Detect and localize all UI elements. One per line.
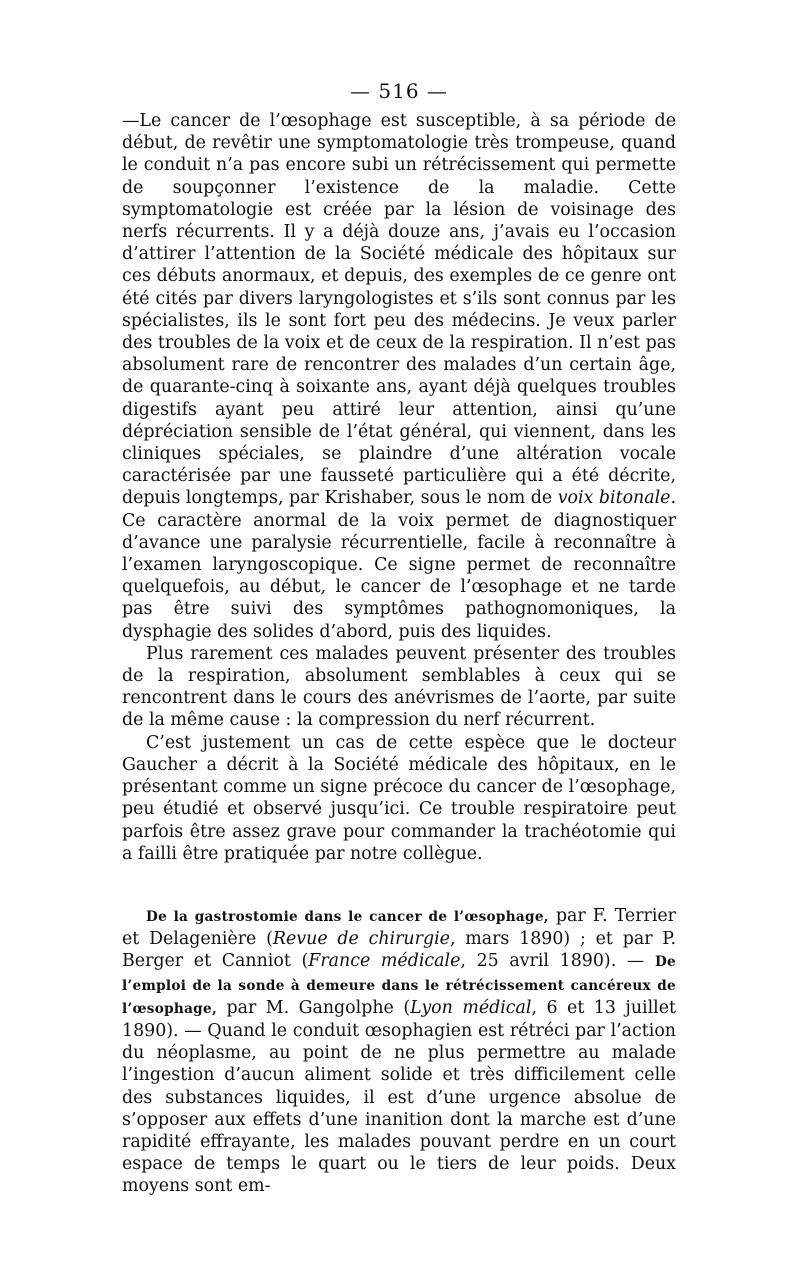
paragraph-text-end: . Ce caractère anormal de la voix permet de diagnostiquer d’avance une paralysie récurrentielle, facile à reconnaître à l’examen laryngoscopique. Ce signe permet de reconnaître quelquefois, au début, le cancer de l’œsophage et ne tarde pas être suivi des symptômes pathognomoniques, la dysphagie des solides d’abord, puis des liquides. [122, 488, 676, 642]
journal-name: Lyon médical [410, 997, 532, 1018]
citation-text: , mars 1890) ; et par P. Berger et Canniot ( [122, 929, 677, 972]
citation-text: par M. Gangolphe ( [216, 997, 411, 1018]
journal-name: Revue de chirurgie [272, 929, 450, 950]
citation-text: par F. Terrier et Delagenière ( [122, 905, 676, 950]
paragraph-gaucher-case: C’est justement un cas de cette espèce que le docteur Gaucher a décrit à la Société médicale des hôpitaux, en le présentant comme un signe précoce du cancer de l’œsophage, peu étudié et observé jusqu’ici. Ce trouble respiratoire peut parfois être assez grave pour commander la trachéotomie qui a failli être pratiquée par notre collègue. [122, 732, 676, 864]
paragraph-gastrostomy [122, 905, 676, 1198]
paragraph-voice-symptoms [122, 110, 676, 643]
body-text: , 6 et 13 juillet 1890). — Quand le conduit œsophagien est rétréci par l’action du néoplasme, au point de ne plus permettre au malade l’ingestion d’aucun aliment solide et très difficilement celle des substances liquides, il est d’une urgence absolue de s’opposer aux effets d’une inanition dont la marche est d’une rapidité effrayante, les malades pouvant perdre en un court espace de temps le quart ou le tiers de leur poids. Deux moyens sont em- [122, 997, 676, 1197]
section-title-sonde: De l’emploi de la sonde à demeure dans le rétrécissement cancéreux de l’œsophage, [122, 954, 676, 1017]
paragraph-text: —Le cancer de l’œsophage est susceptible, à sa période de début, de revêtir une symptomatologie très trompeuse, quand le conduit n’a pas encore subi un rétrécissement qui permette de soupçonner l’existence de la maladie. Cette symptomatologie est créée par la lésion de voisinage des nerfs récurrents. Il y a déjà douze ans, j’avais eu l’occasion d’attirer l’attention de la Société médicale des hôpitaux sur ces débuts anormaux, et depuis, des exemples de ce genre ont été cités par divers laryngologistes et s’ils sont connus par les spécialistes, ils le sont fort peu des médecins. Je veux parler des troubles de la voix et de ceux de la respiration. Il n’est pas absolument rare de rencontrer des malades d’un certain âge, de quarante-cinq à soixante ans, ayant déjà quelques troubles digestifs ayant peu attiré leur attention, ainsi qu’une dépréciation sensible de l’état général, qui viennent, dans les cliniques spéciales, se plaindre d’une altération vocale caractérisée par une fausseté particulière qui a été décrite, depuis longtemps, par Krishaber, sous le nom de [122, 111, 676, 509]
section-title-gastrostomy: De la gastrostomie dans le cancer de l’œsophage, [146, 908, 549, 925]
journal-name: France médicale [308, 951, 461, 972]
paragraph-respiration: Plus rarement ces malades peuvent présenter des troubles de la respiration, absolument semblables à ceux qui se rencontrent dans le cours des anévrismes de l’aorte, par suite de la même cause : la compression du nerf récurrent. [122, 643, 676, 731]
citation-text: , 25 avril 1890). — [460, 951, 655, 972]
italic-term: voix bitonale [557, 488, 671, 509]
page-number: — 516 — [350, 79, 448, 103]
